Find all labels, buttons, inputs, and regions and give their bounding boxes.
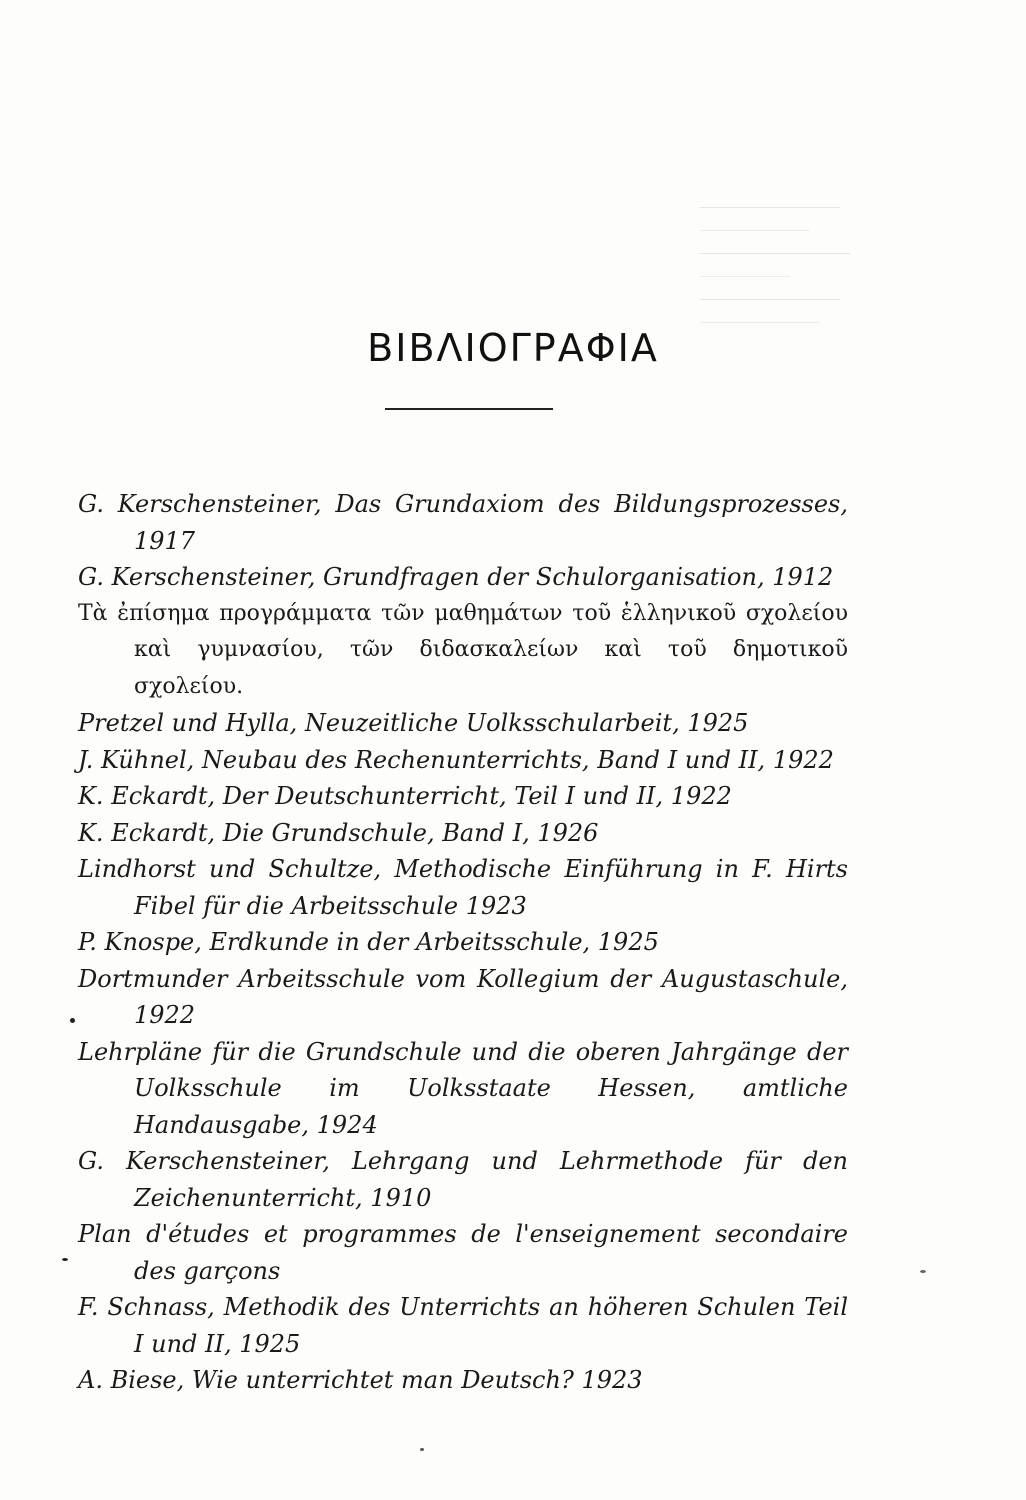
bibliography-entry: K. Eckardt, Die Grundschule, Band I, 1926 — [78, 818, 599, 847]
bibliography-entry: P. Knospe, Erdkunde in der Arbeitsschule, 1925 — [78, 928, 659, 956]
bibliography-entry: Lindhorst und Schultze, Methodische Einführung in F. Hirts Fibel für die Arbeitsschule 1923 — [78, 855, 848, 920]
bibliography-entry: Τὰ ἐπίσημα προγράμματα τῶν μαθημάτων τοῦ ἑλληνικοῦ σχολείου καὶ γυμνασίου, τῶν διδασκαλείων καὶ τοῦ δημοτικοῦ σχολείου. — [78, 600, 848, 699]
bibliography-entry: G. Kerschensteiner, Das Grundaxiom des Bildungsprozesses, 1917 — [78, 490, 848, 555]
bleed-through-text — [700, 185, 860, 323]
bibliography-entry: K. Eckardt, Der Deutschunterricht, Teil I und II, 1922 — [78, 782, 732, 810]
bibliography-entry: Lehrpläne für die Grundschule und die oberen Jahrgänge der Uolksschule im Uolksstaate Hessen, amtliche Handausgabe, 1924 — [78, 1037, 848, 1139]
page-title: ΒΙΒΛΙΟΓΡΑΦΙΑ — [367, 326, 659, 370]
bibliography-entry: G. Kerschensteiner, Grundfragen der Schulorganisation, 1912 — [78, 563, 834, 591]
ink-speck — [420, 1448, 424, 1451]
ink-speck — [920, 1270, 926, 1273]
bibliography-entry: A. Biese, Wie unterrichtet man Deutsch? 1923 — [78, 1366, 643, 1394]
bibliography-entry: J. Kühnel, Neubau des Rechenunterrichts, Band I und II, 1922 — [78, 745, 834, 774]
bibliography-entry: G. Kerschensteiner, Lehrgang und Lehrmethode für den Zeichenunterricht, 1910 — [78, 1147, 848, 1212]
title-underline — [385, 408, 553, 410]
bibliography-entry: Pretzel und Hylla, Neuzeitliche Uolksschularbeit, 1925 — [78, 709, 749, 737]
ink-speck — [62, 1258, 68, 1261]
ink-speck — [70, 1018, 75, 1023]
bibliography-list — [78, 486, 848, 1399]
bibliography-entry: F. Schnass, Methodik des Unterrichts an höheren Schulen Teil I und II, 1925 — [78, 1293, 848, 1358]
bibliography-entry: Plan d'études et programmes de l'enseignement secondaire des garçons — [78, 1220, 848, 1285]
bibliography-entry: Dortmunder Arbeitsschule vom Kollegium der Augustaschule, 1922 — [78, 964, 848, 1029]
